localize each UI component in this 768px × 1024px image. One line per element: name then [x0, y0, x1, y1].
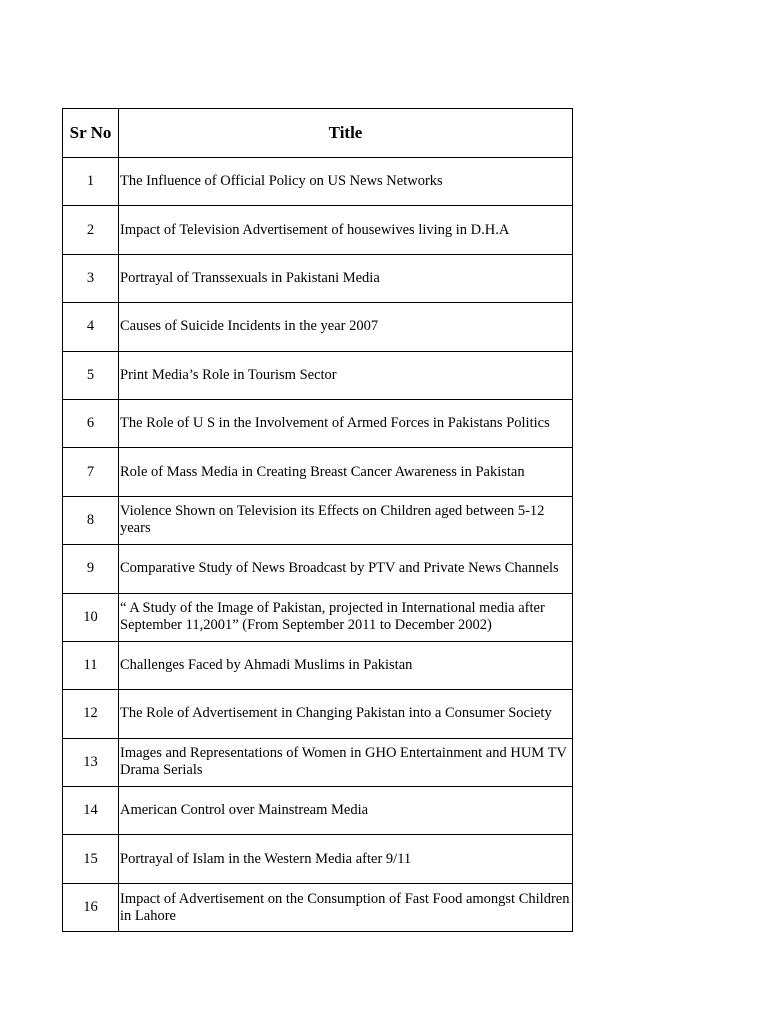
sr-no-cell: 3: [63, 254, 119, 302]
sr-no-cell: 7: [63, 448, 119, 496]
title-cell: Images and Representations of Women in GHO Entertainment and HUM TV Drama Serials: [119, 738, 573, 786]
table-row: [63, 545, 573, 593]
table-row: [63, 254, 573, 302]
table-row: [63, 738, 573, 786]
title-cell: The Role of U S in the Involvement of Armed Forces in Pakistans Politics: [119, 399, 573, 447]
sr-no-cell: 16: [63, 883, 119, 931]
title-cell: Violence Shown on Television its Effects on Children aged between 5-12 years: [119, 496, 573, 544]
table-row: [63, 448, 573, 496]
title-cell: Impact of Television Advertisement of housewives living in D.H.A: [119, 206, 573, 254]
table-row: [63, 158, 573, 206]
sr-no-cell: 12: [63, 690, 119, 738]
sr-no-cell: 5: [63, 351, 119, 399]
sr-no-cell: 15: [63, 835, 119, 883]
sr-no-cell: 2: [63, 206, 119, 254]
table-row: [63, 399, 573, 447]
sr-no-cell: 13: [63, 738, 119, 786]
table-row: [63, 787, 573, 835]
table-row: [63, 835, 573, 883]
title-cell: Role of Mass Media in Creating Breast Cancer Awareness in Pakistan: [119, 448, 573, 496]
title-cell: Causes of Suicide Incidents in the year 2007: [119, 303, 573, 351]
table-row: [63, 351, 573, 399]
table-row: [63, 883, 573, 931]
title-cell: Impact of Advertisement on the Consumption of Fast Food amongst Children in Lahore: [119, 883, 573, 931]
sr-no-cell: 1: [63, 158, 119, 206]
sr-no-cell: 8: [63, 496, 119, 544]
title-cell: Comparative Study of News Broadcast by PTV and Private News Channels: [119, 545, 573, 593]
title-header: Title: [119, 109, 573, 158]
sr-no-cell: 9: [63, 545, 119, 593]
title-cell: Challenges Faced by Ahmadi Muslims in Pakistan: [119, 641, 573, 689]
table-row: [63, 690, 573, 738]
title-cell: Print Media’s Role in Tourism Sector: [119, 351, 573, 399]
title-cell: American Control over Mainstream Media: [119, 787, 573, 835]
sr-no-cell: 4: [63, 303, 119, 351]
title-cell: The Role of Advertisement in Changing Pakistan into a Consumer Society: [119, 690, 573, 738]
titles-table: [62, 108, 573, 932]
sr-no-cell: 11: [63, 641, 119, 689]
table-row: [63, 303, 573, 351]
table-row: [63, 206, 573, 254]
sr-no-cell: 6: [63, 399, 119, 447]
title-cell: The Influence of Official Policy on US News Networks: [119, 158, 573, 206]
title-cell: Portrayal of Transsexuals in Pakistani Media: [119, 254, 573, 302]
table-row: [63, 496, 573, 544]
sr-no-cell: 10: [63, 593, 119, 641]
table-body: [63, 158, 573, 932]
table-header-row: [63, 109, 573, 158]
title-cell: “ A Study of the Image of Pakistan, projected in International media after September 11,2001” (From September 2011 to December 2002): [119, 593, 573, 641]
sr-no-header: Sr No: [63, 109, 119, 158]
table-row: [63, 593, 573, 641]
title-cell: Portrayal of Islam in the Western Media after 9/11: [119, 835, 573, 883]
table-row: [63, 641, 573, 689]
sr-no-cell: 14: [63, 787, 119, 835]
